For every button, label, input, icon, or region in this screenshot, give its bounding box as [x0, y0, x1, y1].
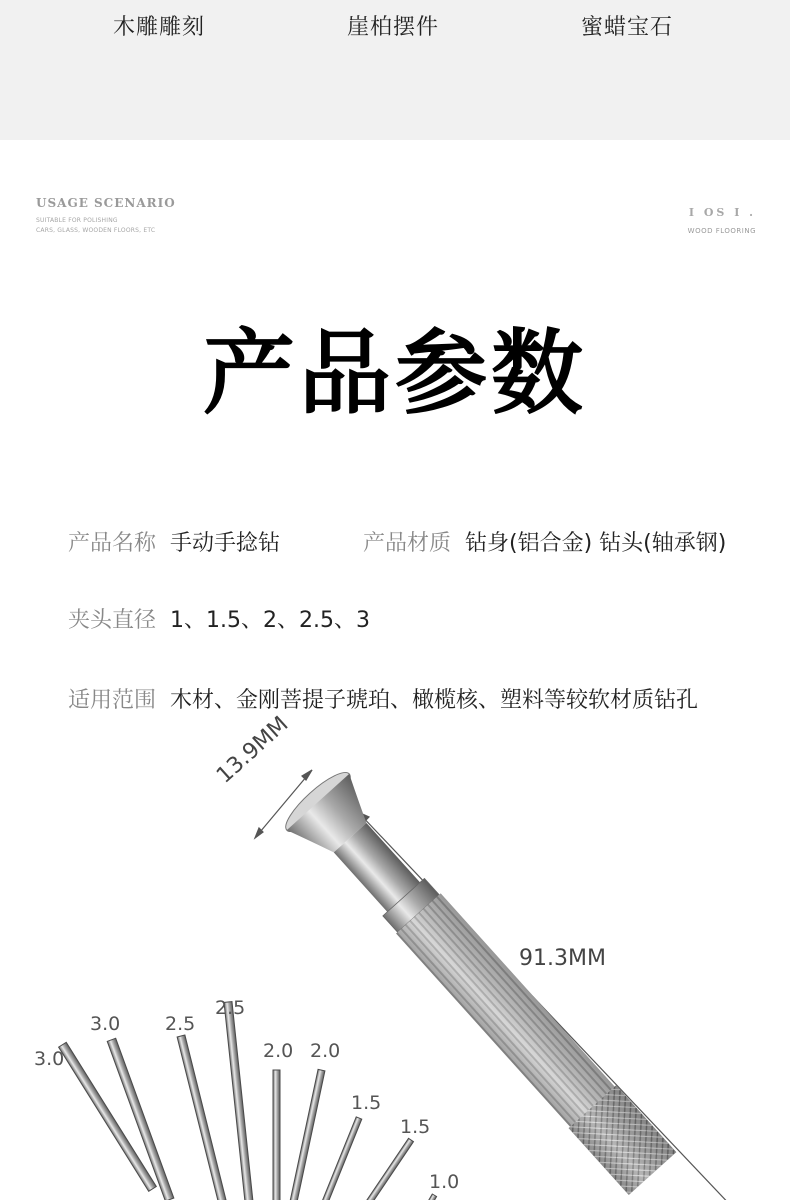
param-value: 1、1.5、2、2.5、3: [170, 608, 370, 633]
param-chuck-diameter: [68, 603, 370, 634]
param-value: 手动手捻钻: [170, 531, 281, 556]
usage-sub-1: SUITABLE FOR POLISHING: [36, 217, 118, 224]
param-label: 产品名称: [68, 531, 157, 556]
param-label: 产品材质: [363, 531, 452, 556]
param-product-name: [68, 526, 280, 557]
drill-bit: [224, 1002, 253, 1200]
bit-size-label: 2.0: [263, 1040, 294, 1062]
bit-size-label: 2.5: [215, 997, 246, 1019]
page-title: 产品参数: [202, 320, 587, 427]
usage-scenario-title: USAGE SCENARIO: [36, 196, 176, 210]
bit-size-label: 3.0: [34, 1048, 65, 1070]
drill-bit: [177, 1035, 226, 1200]
param-value: 钻身(铝合金) 钻头(轴承钢): [465, 531, 727, 556]
hand-drill-illustration: [0, 740, 790, 1200]
bit-size-label: 1.5: [400, 1116, 431, 1138]
drill-bit: [319, 1117, 362, 1200]
brand-logo: I OS I .: [688, 206, 756, 219]
param-label: 适用范围: [68, 688, 157, 713]
param-value: 木材、金刚菩提子琥珀、橄榄核、塑料等较软材质钻孔: [170, 688, 699, 713]
param-label: 夹头直径: [68, 608, 157, 633]
drill-bit: [412, 1194, 436, 1200]
drill-bit: [358, 1138, 413, 1200]
bit-size-label: 2.0: [310, 1040, 341, 1062]
usage-sub-2: CARS, GLASS, WOODEN FLOORS, ETC: [36, 227, 156, 234]
bit-size-label: 2.5: [165, 1013, 196, 1035]
param-usage-range: [68, 683, 698, 714]
top-label-wood-carving: 木雕雕刻: [113, 15, 206, 40]
bit-size-label: 1.5: [351, 1092, 382, 1114]
drill-body: [279, 765, 684, 1200]
param-material: [363, 526, 726, 557]
top-label-amber: 蜜蜡宝石: [581, 15, 674, 40]
bit-size-label: 1.0: [429, 1171, 460, 1193]
drill-bit: [289, 1069, 325, 1200]
diameter-dimension: 13.9MM: [212, 711, 294, 789]
wood-flooring-label: WOOD FLOORING: [687, 227, 756, 235]
drill-bit: [273, 1070, 280, 1200]
bit-size-label: 3.0: [90, 1013, 121, 1035]
length-dimension: 91.3MM: [519, 946, 606, 971]
top-label-cypress: 崖柏摆件: [347, 15, 440, 40]
